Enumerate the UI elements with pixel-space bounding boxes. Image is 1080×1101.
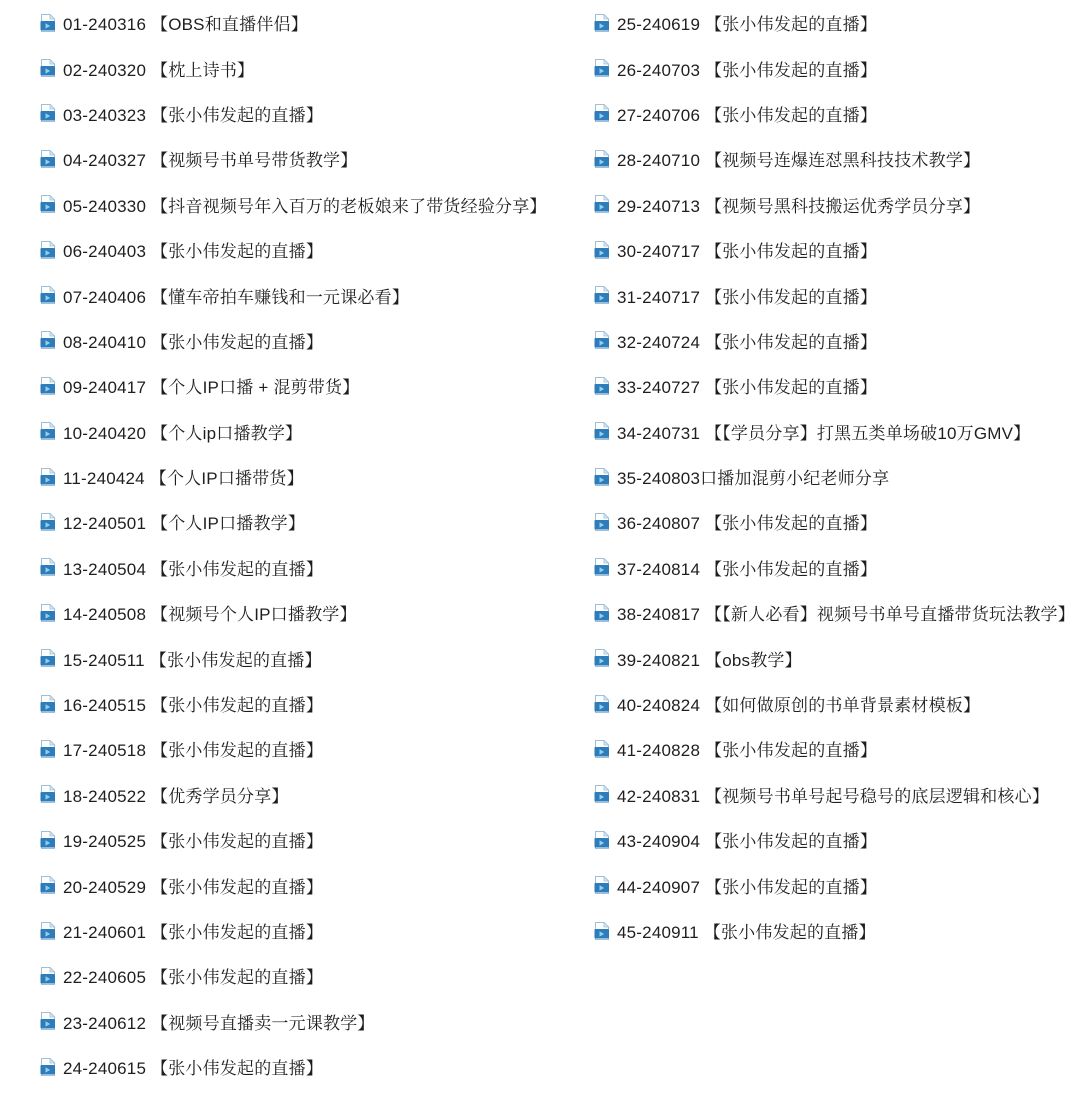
- file-name: 28-240710 【视频号连爆连怼黑科技技术教学】: [617, 151, 981, 171]
- file-row[interactable]: [594, 91, 1075, 136]
- video-file-icon: [594, 604, 610, 622]
- file-row[interactable]: [594, 862, 1075, 907]
- file-row[interactable]: [594, 227, 1075, 272]
- video-file-icon: [594, 831, 610, 849]
- video-file-icon: [594, 513, 610, 531]
- file-row[interactable]: [594, 272, 1075, 317]
- video-file-icon: [594, 195, 610, 213]
- file-name: 03-240323 【张小伟发起的直播】: [63, 105, 324, 125]
- video-file-icon: [40, 831, 56, 849]
- file-name: 36-240807 【张小伟发起的直播】: [617, 514, 878, 534]
- file-name: 43-240904 【张小伟发起的直播】: [617, 832, 878, 852]
- video-file-icon: [594, 922, 610, 940]
- file-name: 08-240410 【张小伟发起的直播】: [63, 332, 324, 352]
- file-row[interactable]: [594, 318, 1075, 363]
- file-row[interactable]: [594, 136, 1075, 181]
- file-name: 17-240518 【张小伟发起的直播】: [63, 741, 324, 761]
- file-row[interactable]: [40, 908, 547, 953]
- file-name: 16-240515 【张小伟发起的直播】: [63, 696, 324, 716]
- file-row[interactable]: [594, 454, 1075, 499]
- file-name: 11-240424 【个人IP口播带货】: [63, 469, 304, 489]
- file-list-column-left: [40, 0, 547, 1089]
- video-file-icon: [40, 104, 56, 122]
- file-name: 42-240831 【视频号书单号起号稳号的底层逻辑和核心】: [617, 786, 1050, 806]
- file-row[interactable]: [594, 817, 1075, 862]
- video-file-icon: [40, 241, 56, 259]
- file-name: 31-240717 【张小伟发起的直播】: [617, 287, 878, 307]
- file-row[interactable]: [594, 635, 1075, 680]
- video-file-icon: [40, 422, 56, 440]
- file-name: 29-240713 【视频号黑科技搬运优秀学员分享】: [617, 196, 981, 216]
- file-name: 13-240504 【张小伟发起的直播】: [63, 559, 324, 579]
- file-row[interactable]: [40, 182, 547, 227]
- file-row[interactable]: [594, 409, 1075, 454]
- file-name: 01-240316 【OBS和直播伴侣】: [63, 15, 308, 35]
- video-file-icon: [40, 1012, 56, 1030]
- video-file-icon: [594, 331, 610, 349]
- file-row[interactable]: [594, 0, 1075, 45]
- file-name: 34-240731 【【学员分享】打黑五类单场破10万GMV】: [617, 423, 1031, 443]
- video-file-icon: [594, 422, 610, 440]
- file-name: 19-240525 【张小伟发起的直播】: [63, 832, 324, 852]
- video-file-icon: [594, 558, 610, 576]
- file-row[interactable]: [40, 272, 547, 317]
- file-name: 09-240417 【个人IP口播 + 混剪带货】: [63, 378, 360, 398]
- file-name: 14-240508 【视频号个人IP口播教学】: [63, 605, 357, 625]
- file-row[interactable]: [40, 862, 547, 907]
- video-file-icon: [594, 740, 610, 758]
- file-name: 44-240907 【张小伟发起的直播】: [617, 877, 878, 897]
- video-file-icon: [594, 377, 610, 395]
- file-row[interactable]: [40, 45, 547, 90]
- file-name: 24-240615 【张小伟发起的直播】: [63, 1059, 324, 1079]
- file-name: 02-240320 【枕上诗书】: [63, 60, 255, 80]
- file-row[interactable]: [40, 363, 547, 408]
- video-file-icon: [594, 876, 610, 894]
- file-row[interactable]: [40, 318, 547, 363]
- video-file-icon: [40, 695, 56, 713]
- file-name: 27-240706 【张小伟发起的直播】: [617, 105, 878, 125]
- file-name: 04-240327 【视频号书单号带货教学】: [63, 151, 358, 171]
- video-file-icon: [40, 468, 56, 486]
- file-row[interactable]: [594, 726, 1075, 771]
- file-name: 25-240619 【张小伟发起的直播】: [617, 15, 878, 35]
- file-name: 07-240406 【懂车帝拍车赚钱和一元课必看】: [63, 287, 410, 307]
- file-row[interactable]: [40, 136, 547, 181]
- video-file-icon: [40, 286, 56, 304]
- file-name: 41-240828 【张小伟发起的直播】: [617, 741, 878, 761]
- file-row[interactable]: [594, 499, 1075, 544]
- video-file-icon: [40, 150, 56, 168]
- file-row[interactable]: [594, 908, 1075, 953]
- video-file-icon: [40, 59, 56, 77]
- file-row[interactable]: [40, 681, 547, 726]
- video-file-icon: [40, 377, 56, 395]
- video-file-icon: [594, 286, 610, 304]
- file-list-column-right: [594, 0, 1075, 953]
- video-file-icon: [40, 1058, 56, 1076]
- video-file-icon: [594, 468, 610, 486]
- file-row[interactable]: [40, 953, 547, 998]
- file-row[interactable]: [40, 635, 547, 680]
- file-row[interactable]: [40, 817, 547, 862]
- file-row[interactable]: [594, 45, 1075, 90]
- video-file-icon: [40, 967, 56, 985]
- video-file-icon: [594, 150, 610, 168]
- file-name: 20-240529 【张小伟发起的直播】: [63, 877, 324, 897]
- video-file-icon: [40, 331, 56, 349]
- file-row[interactable]: [594, 681, 1075, 726]
- file-row[interactable]: [40, 0, 547, 45]
- file-name: 35-240803口播加混剪小纪老师分享: [617, 469, 890, 489]
- file-name: 33-240727 【张小伟发起的直播】: [617, 378, 878, 398]
- video-file-icon: [40, 558, 56, 576]
- video-file-icon: [594, 241, 610, 259]
- file-name: 26-240703 【张小伟发起的直播】: [617, 60, 878, 80]
- file-row[interactable]: [40, 999, 547, 1044]
- file-row[interactable]: [594, 363, 1075, 408]
- file-row[interactable]: [594, 545, 1075, 590]
- file-name: 05-240330 【抖音视频号年入百万的老板娘来了带货经验分享】: [63, 196, 547, 216]
- video-file-icon: [40, 785, 56, 803]
- file-row[interactable]: [40, 227, 547, 272]
- video-file-icon: [594, 649, 610, 667]
- video-file-icon: [40, 604, 56, 622]
- file-name: 10-240420 【个人ip口播教学】: [63, 423, 303, 443]
- file-row[interactable]: [594, 590, 1075, 635]
- file-name: 12-240501 【个人IP口播教学】: [63, 514, 306, 534]
- file-name: 45-240911 【张小伟发起的直播】: [617, 923, 876, 942]
- video-file-icon: [594, 695, 610, 713]
- file-name: 21-240601 【张小伟发起的直播】: [63, 923, 324, 942]
- file-row[interactable]: [40, 772, 547, 817]
- video-file-icon: [594, 59, 610, 77]
- video-file-icon: [40, 14, 56, 32]
- file-name: 22-240605 【张小伟发起的直播】: [63, 968, 324, 988]
- file-row[interactable]: [40, 499, 547, 544]
- file-name: 23-240612 【视频号直播卖一元课教学】: [63, 1013, 375, 1033]
- file-row[interactable]: [40, 1044, 547, 1089]
- file-row[interactable]: [40, 726, 547, 771]
- file-row[interactable]: [40, 91, 547, 136]
- file-name: 39-240821 【obs教学】: [617, 650, 802, 670]
- video-file-icon: [594, 14, 610, 32]
- video-file-icon: [40, 513, 56, 531]
- file-name: 40-240824 【如何做原创的书单背景素材模板】: [617, 696, 981, 716]
- file-row[interactable]: [40, 590, 547, 635]
- video-file-icon: [40, 876, 56, 894]
- file-name: 37-240814 【张小伟发起的直播】: [617, 559, 878, 579]
- video-file-icon: [40, 195, 56, 213]
- video-file-icon: [40, 740, 56, 758]
- video-file-icon: [40, 922, 56, 940]
- file-row[interactable]: [594, 772, 1075, 817]
- file-name: 06-240403 【张小伟发起的直播】: [63, 242, 324, 262]
- file-name: 38-240817 【【新人必看】视频号书单号直播带货玩法教学】: [617, 605, 1075, 625]
- file-row[interactable]: [40, 454, 547, 499]
- file-name: 32-240724 【张小伟发起的直播】: [617, 332, 878, 352]
- file-name: 18-240522 【优秀学员分享】: [63, 786, 289, 806]
- file-name: 30-240717 【张小伟发起的直播】: [617, 242, 878, 262]
- file-row[interactable]: [40, 409, 547, 454]
- file-row[interactable]: [40, 545, 547, 590]
- video-file-icon: [594, 104, 610, 122]
- file-name: 15-240511 【张小伟发起的直播】: [63, 650, 322, 670]
- video-file-icon: [594, 785, 610, 803]
- video-file-icon: [40, 649, 56, 667]
- file-row[interactable]: [594, 182, 1075, 227]
